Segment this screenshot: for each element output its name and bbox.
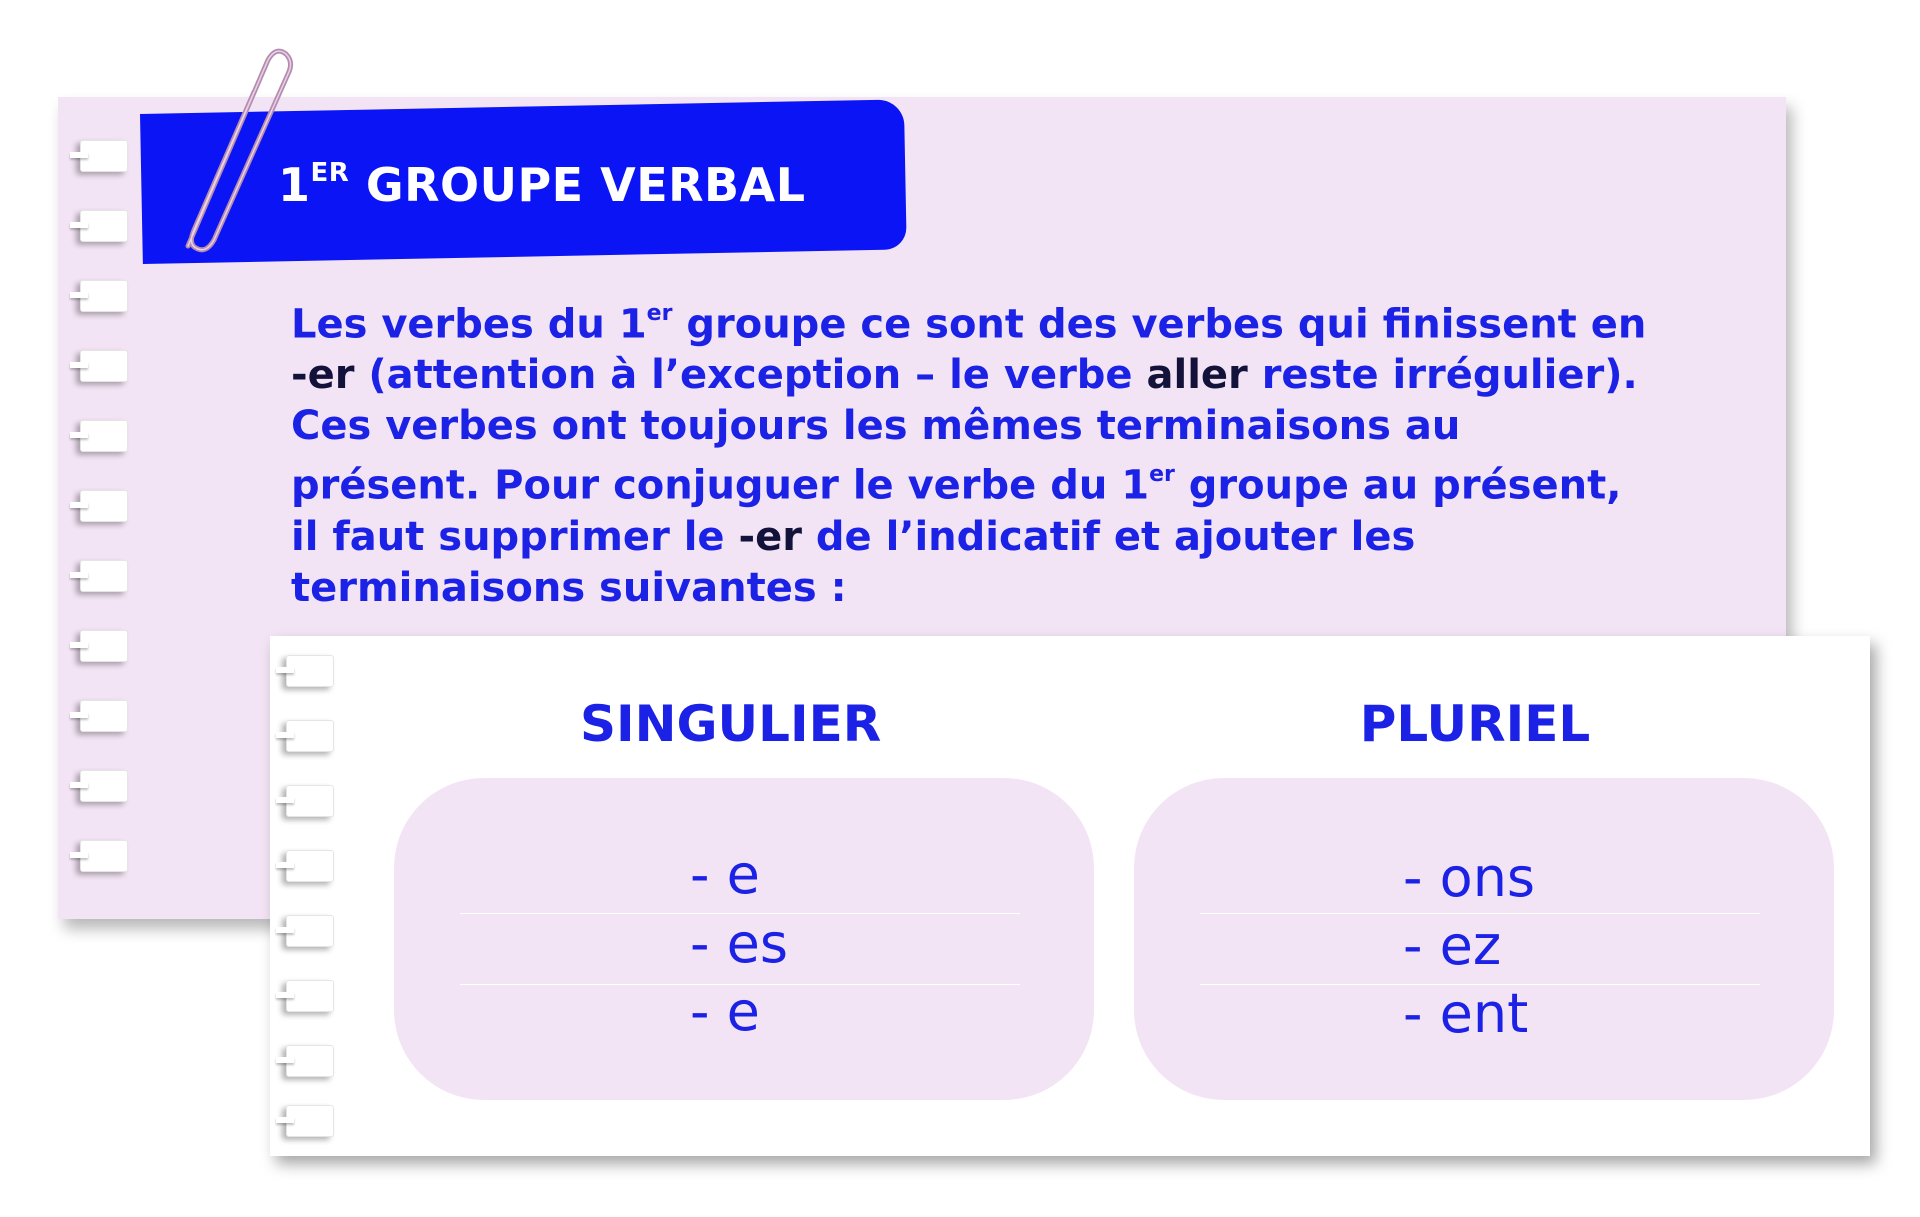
paragraph-line: Ces verbes ont toujours les mêmes terminaisons au <box>291 403 1461 450</box>
spiral-ring <box>286 980 334 1012</box>
singular-ending: - es <box>690 912 789 975</box>
spiral-ring <box>80 140 128 172</box>
text-segment: (attention à l’exception – le verbe <box>354 352 1147 399</box>
superscript: er <box>1149 462 1175 488</box>
spiral-ring <box>286 720 334 752</box>
spiral-ring <box>286 915 334 947</box>
paragraph-line: terminaisons suivantes : <box>291 564 847 611</box>
plural-ending: - ent <box>1403 982 1529 1045</box>
text-segment: groupe au présent, <box>1174 462 1622 509</box>
paragraph-line <box>291 452 1622 511</box>
page-title <box>278 158 806 212</box>
paragraph-line <box>291 350 1638 401</box>
title-number: 1 <box>278 158 311 212</box>
text-segment: groupe ce sont des verbes qui finissent en <box>672 301 1647 348</box>
spiral-ring <box>80 700 128 732</box>
spiral-ring <box>80 490 128 522</box>
singular-heading: SINGULIER <box>580 695 882 753</box>
text-segment: de l’indicatif et ajouter les <box>801 513 1416 560</box>
emphasis-text: -er <box>738 513 802 560</box>
spiral-ring <box>286 785 334 817</box>
paragraph-line <box>291 512 1581 563</box>
spiral-ring <box>80 560 128 592</box>
text-segment: présent. Pour conjuguer le verbe du 1 <box>291 462 1150 509</box>
text-segment: Les verbes du 1 <box>291 301 647 348</box>
paragraph-line <box>291 291 1647 350</box>
plural-ending: - ons <box>1403 846 1536 909</box>
spiral-ring <box>80 350 128 382</box>
spiral-ring <box>80 770 128 802</box>
plural-heading: PLURIEL <box>1359 695 1591 753</box>
text-segment: reste irrégulier). <box>1247 352 1638 399</box>
spiral-ring <box>286 1105 334 1137</box>
paperclip-icon <box>150 40 300 270</box>
spiral-ring <box>286 655 334 687</box>
title-text: GROUPE VERBAL <box>365 158 806 212</box>
spiral-ring <box>80 630 128 662</box>
spiral-ring <box>80 840 128 872</box>
spiral-ring <box>80 420 128 452</box>
plural-ending: - ez <box>1403 914 1502 977</box>
spiral-ring <box>286 1045 334 1077</box>
spiral-ring <box>80 210 128 242</box>
singular-ending: - e <box>690 980 760 1043</box>
emphasis-text: aller <box>1146 352 1248 399</box>
singular-ending: - e <box>690 843 760 906</box>
emphasis-text: -er <box>291 352 355 399</box>
title-superscript: ER <box>310 157 350 188</box>
spiral-ring <box>80 280 128 312</box>
description-paragraph <box>291 291 1647 614</box>
text-segment: il faut supprimer le <box>291 513 739 560</box>
spiral-ring <box>286 850 334 882</box>
superscript: er <box>646 301 673 326</box>
